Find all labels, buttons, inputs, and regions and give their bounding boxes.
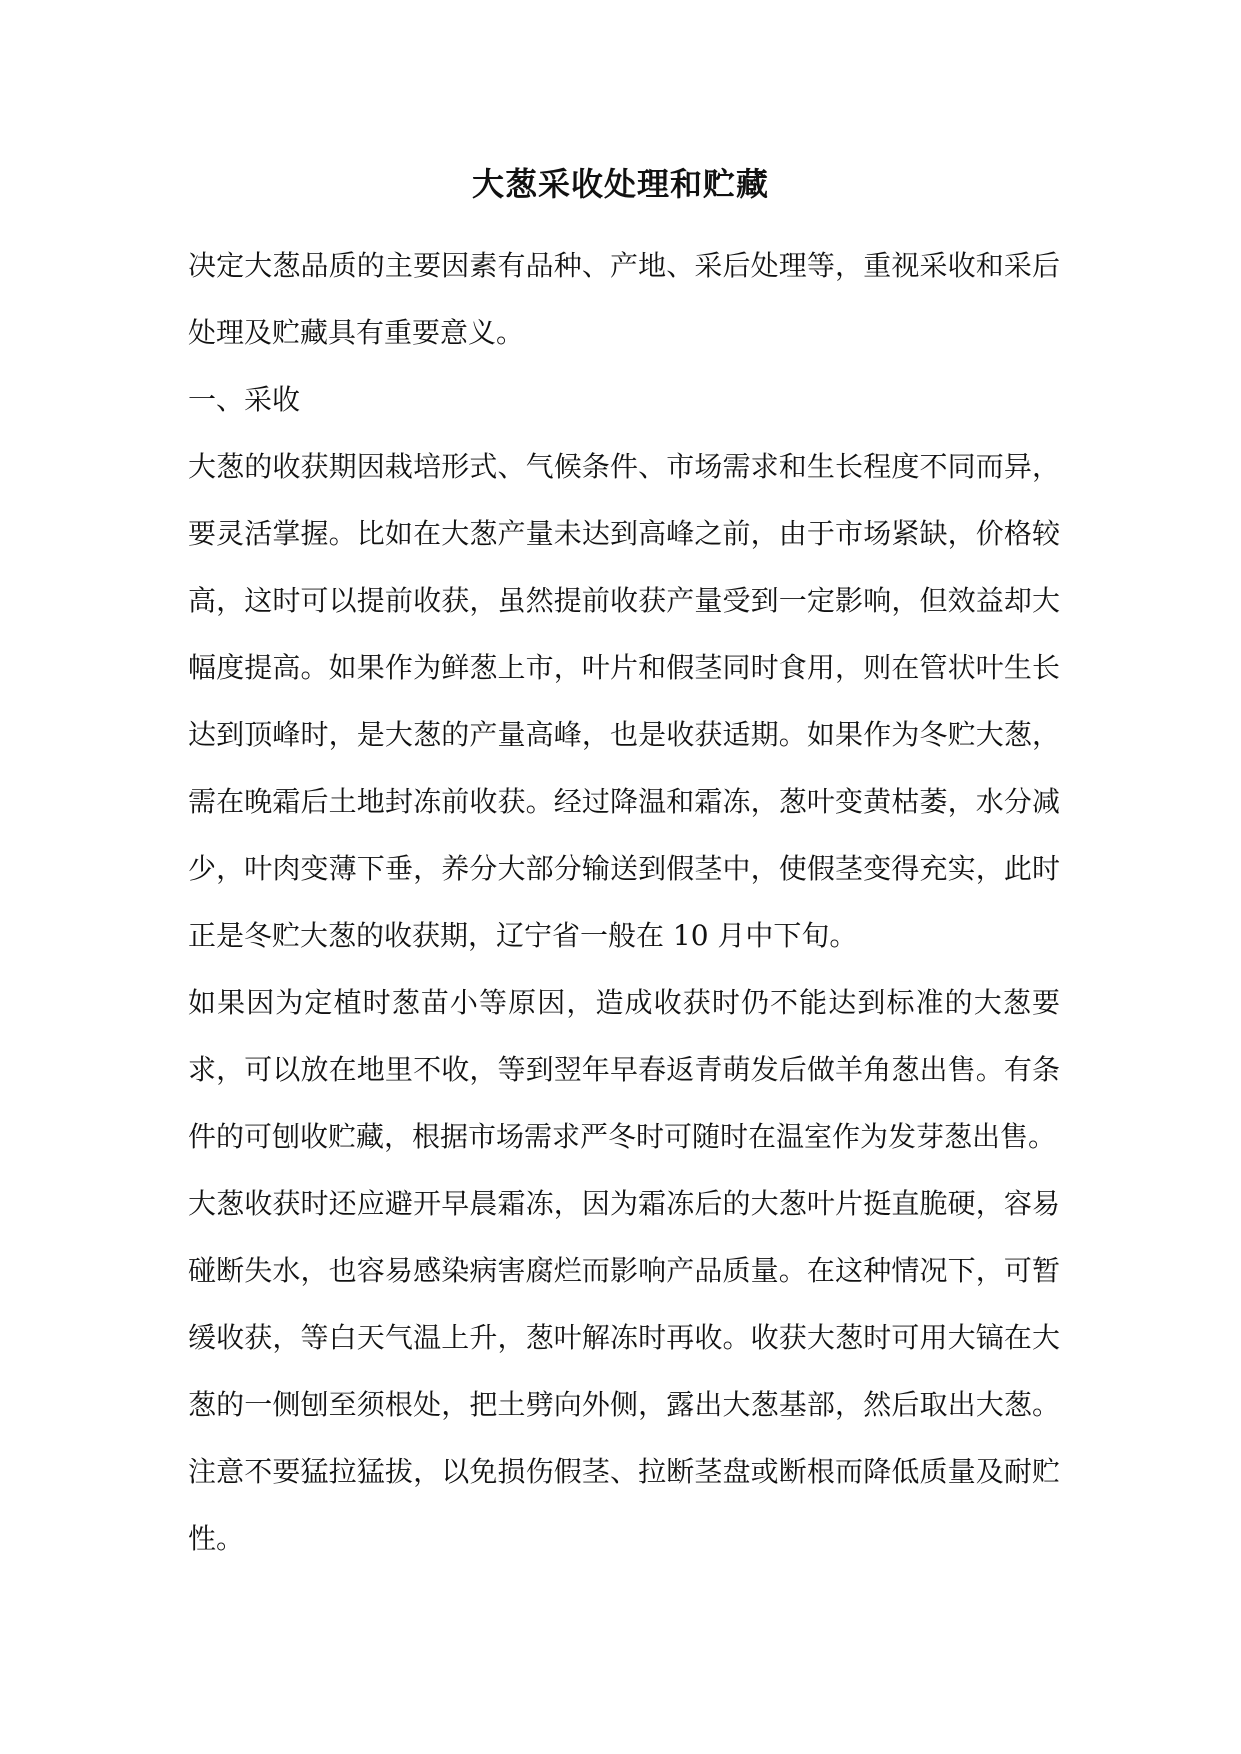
- body-paragraph: 大葱的收获期因栽培形式、气候条件、市场需求和生长程度不同而异，要灵活掌握。比如在大葱产量未达到高峰之前，由于市场紧缺，价格较高，这时可以提前收获，虽然提前收获产量受到一定影响，但效益却大幅度提高。如果作为鲜葱上市，叶片和假茎同时食用，则在管状叶生长达到顶峰时，是大葱的产量高峰，也是收获适期。如果作为冬贮大葱，需在晚霜后土地封冻前收获。经过降温和霜冻，葱叶变黄枯萎，水分减少，叶肉变薄下垂，养分大部分输送到假茎中，使假茎变得充实，此时正是冬贮大葱的收获期，辽宁省一般在 10 月中下旬。: [188, 450, 1060, 952]
- section-heading-harvest: 一、采收: [188, 383, 301, 416]
- body-paragraph: 如果因为定植时葱苗小等原因，造成收获时仍不能达到标准的大葱要求，可以放在地里不收，等到翌年早春返青萌发后做羊角葱出售。有条件的可刨收贮藏，根据市场需求严冬时可随时在温室作为发芽葱出售。: [188, 986, 1060, 1153]
- document-title: 大葱采收处理和贮藏: [471, 165, 769, 203]
- intro-paragraph: 决定大葱品质的主要因素有品种、产地、采后处理等，重视采收和采后处理及贮藏具有重要意义。: [188, 249, 1060, 349]
- document-body: [188, 232, 1060, 1572]
- body-paragraph: 大葱收获时还应避开早晨霜冻，因为霜冻后的大葱叶片挺直脆硬，容易碰断失水，也容易感染病害腐烂而影响产品质量。在这种情况下，可暂缓收获，等白天气温上升，葱叶解冻时再收。收获大葱时可用大镐在大葱的一侧刨至须根处，把土劈向外侧，露出大葱基部，然后取出大葱。注意不要猛拉猛拔，以免损伤假茎、拉断茎盘或断根而降低质量及耐贮性。: [188, 1187, 1060, 1555]
